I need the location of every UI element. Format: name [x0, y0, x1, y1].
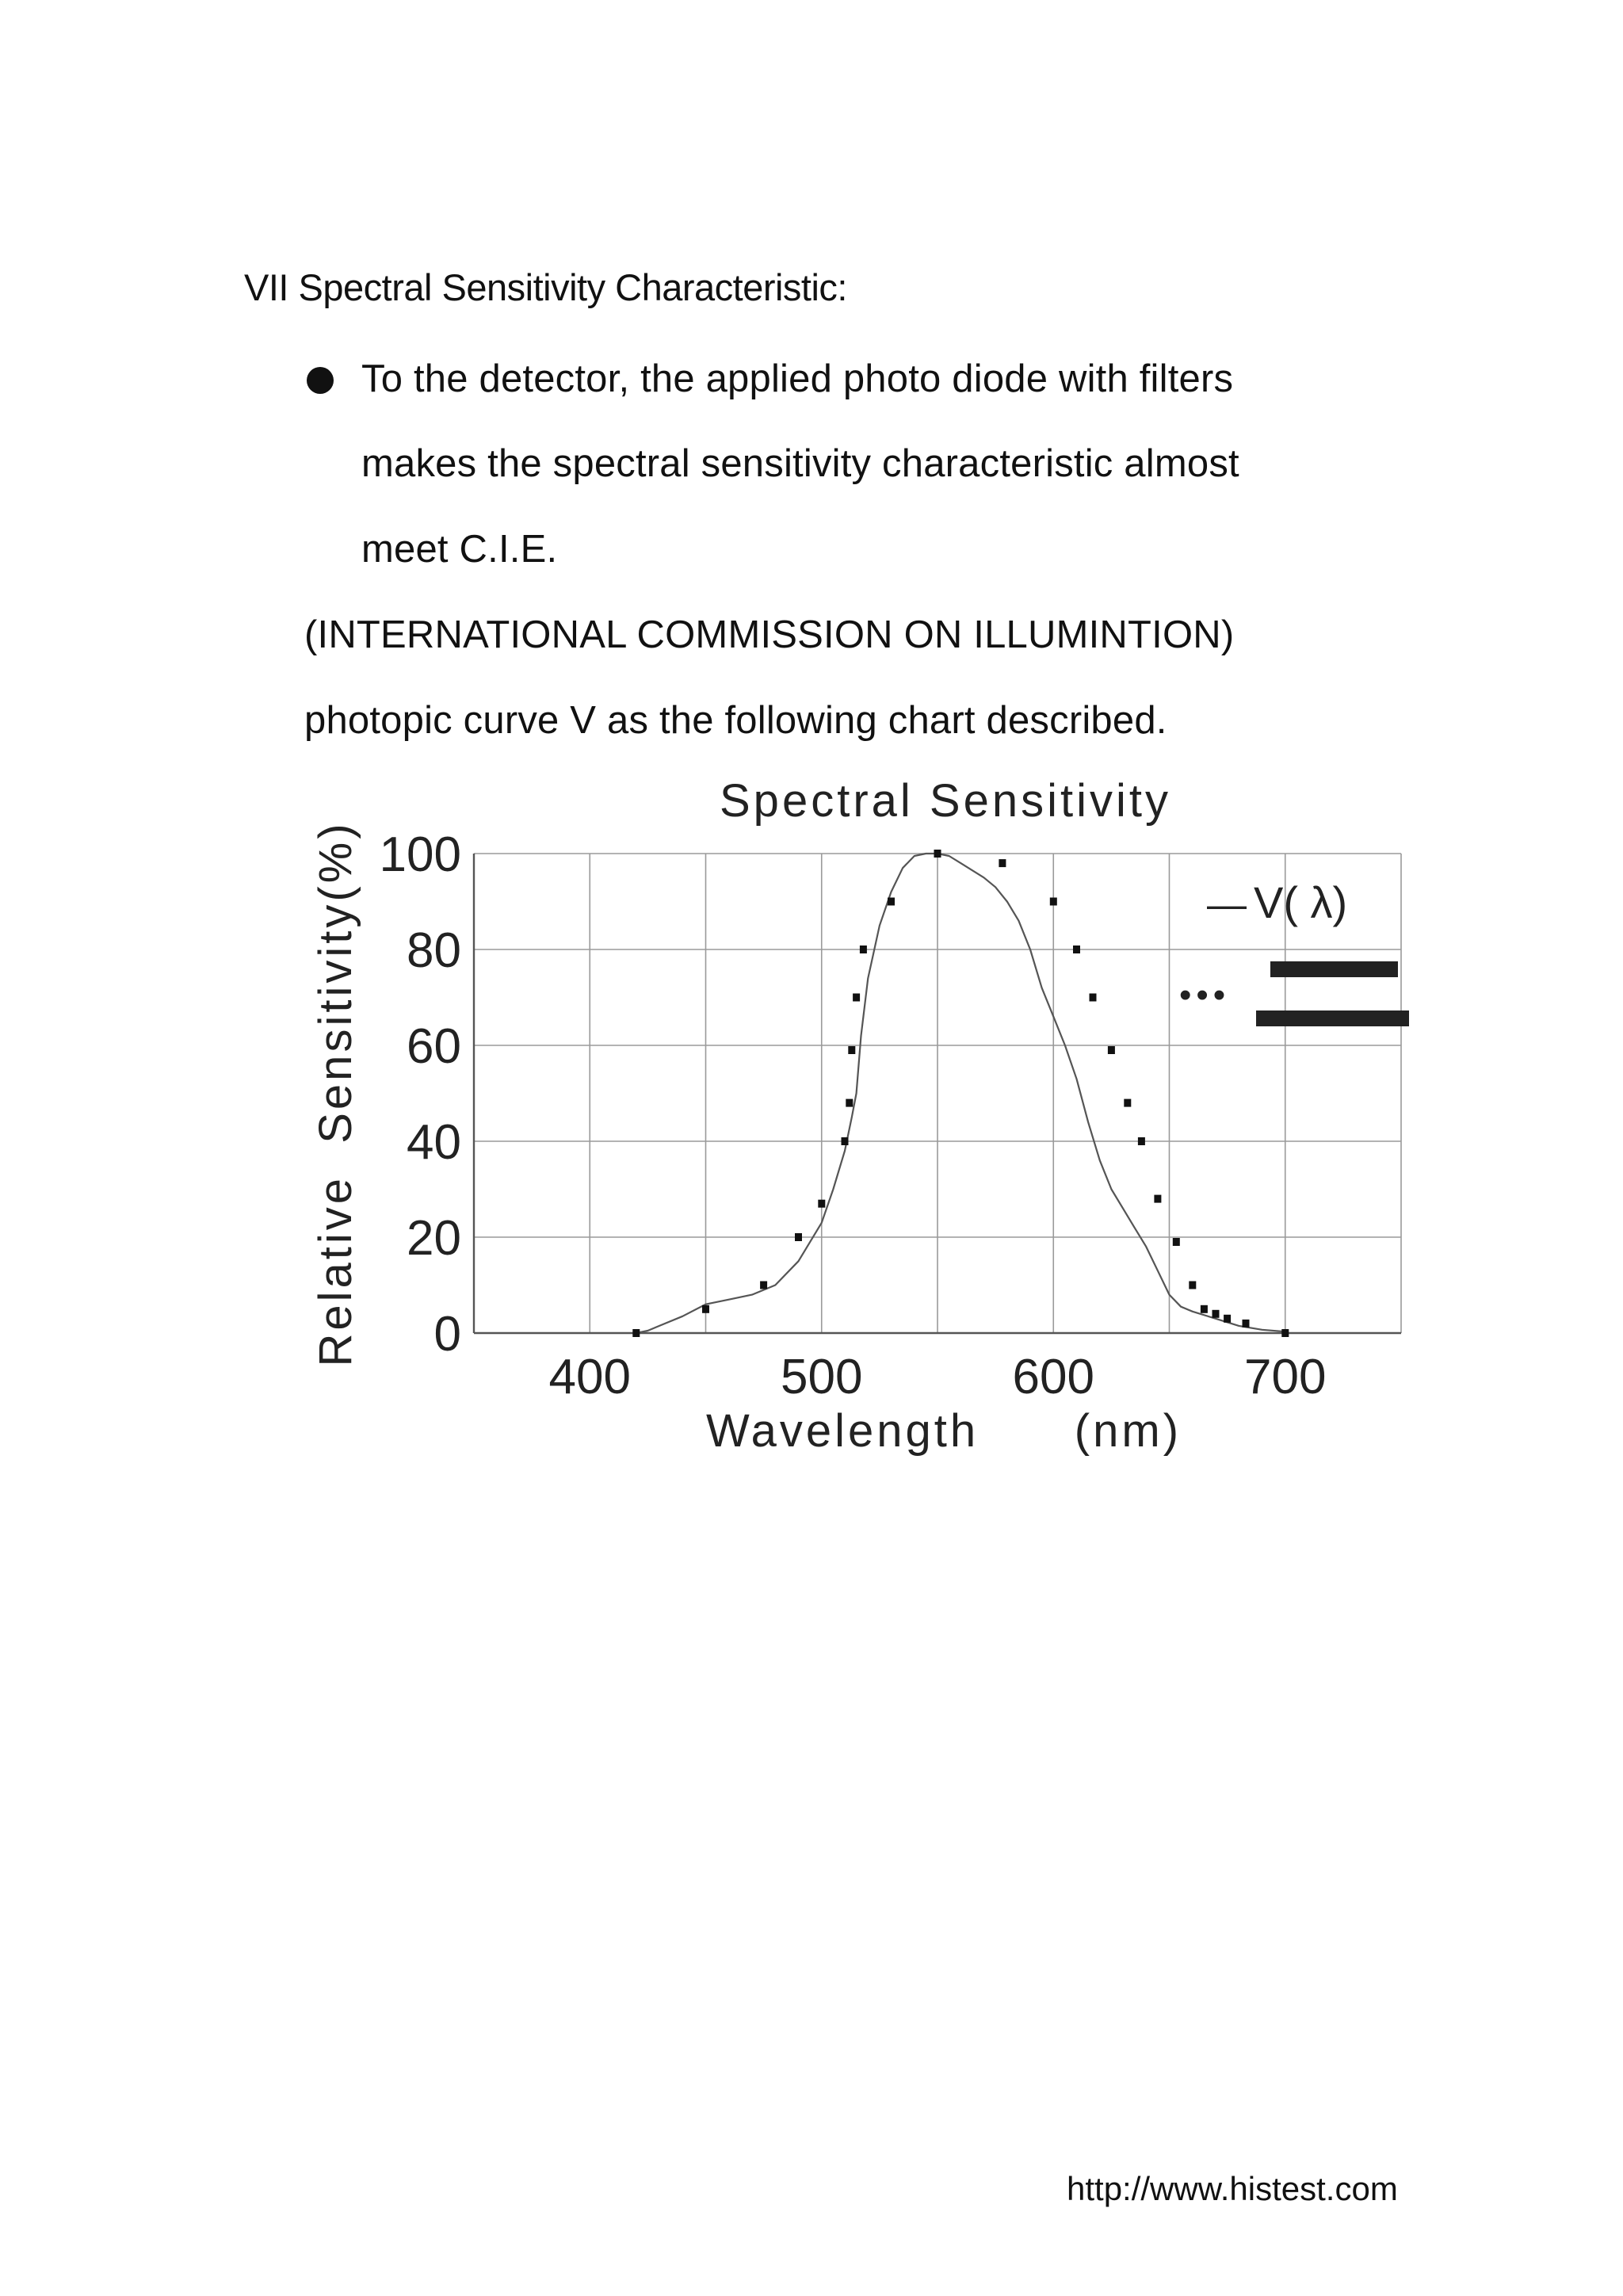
series-point — [1090, 994, 1097, 1002]
series-point — [1189, 1282, 1196, 1289]
series-point — [1212, 1310, 1220, 1318]
series-point — [888, 898, 895, 906]
y-axis-label: Relative Sensitivity(%) — [310, 820, 361, 1367]
legend-curve-dash: — — [1207, 882, 1247, 926]
paragraph-line: (INTERNATIONAL COMMISSION ON ILLUMINTION) — [304, 613, 1235, 656]
series-point — [1050, 898, 1057, 906]
series-point — [860, 946, 867, 953]
series-point — [1108, 1046, 1115, 1054]
series-point — [632, 1329, 640, 1337]
x-tick-label: 500 — [781, 1350, 863, 1404]
series-point — [1243, 1320, 1250, 1328]
footer-url: http://www.histest.com — [1067, 2170, 1398, 2207]
chart-title: Spectral Sensitivity — [720, 775, 1171, 827]
series-point — [848, 1046, 855, 1054]
legend — [1179, 877, 1409, 1026]
series-point — [1201, 1305, 1208, 1313]
y-tick-label: 40 — [407, 1115, 461, 1170]
x-axis-label: Wavelength (nm) — [705, 1405, 1182, 1457]
series-point — [1281, 1329, 1289, 1337]
series-point — [1173, 1238, 1180, 1246]
y-tick-label: 0 — [433, 1307, 461, 1362]
series-point — [760, 1282, 767, 1289]
series-point — [853, 994, 860, 1002]
legend-bar-lower — [1256, 1010, 1409, 1026]
series-point — [818, 1200, 825, 1208]
y-tick-label: 20 — [407, 1211, 461, 1266]
legend-dots: ••• — [1179, 976, 1231, 1014]
series-point — [702, 1305, 709, 1313]
series-layer — [632, 850, 1289, 1337]
paragraph-line: To the detector, the applied photo diode with filters — [361, 357, 1234, 400]
y-tick-label: 100 — [379, 827, 461, 882]
series-point — [999, 859, 1006, 867]
paragraph-line: photopic curve V as the following chart described. — [304, 699, 1167, 742]
y-tick-label: 80 — [407, 923, 461, 978]
series-point — [1154, 1195, 1161, 1203]
series-line-v-lambda — [636, 854, 1285, 1333]
y-tick-label: 60 — [407, 1019, 461, 1074]
series-point — [1138, 1137, 1145, 1145]
series-point — [934, 850, 941, 858]
series-point — [1224, 1315, 1231, 1323]
series-point — [795, 1233, 802, 1241]
series-point — [846, 1099, 853, 1107]
x-tick-label: 700 — [1244, 1350, 1327, 1404]
x-tick-label: 400 — [548, 1350, 631, 1404]
paragraph-line: meet C.I.E. — [361, 528, 558, 571]
series-point — [1124, 1099, 1131, 1107]
paragraph-line: makes the spectral sensitivity characteristic almost — [361, 442, 1239, 485]
x-tick-label: 600 — [1012, 1350, 1094, 1404]
series-point — [1073, 946, 1080, 953]
legend-curve-label: V( λ) — [1254, 877, 1348, 927]
series-point — [842, 1137, 849, 1145]
legend-bar-upper — [1270, 961, 1398, 977]
section-heading: VII Spectral Sensitivity Characteristic: — [244, 266, 847, 308]
